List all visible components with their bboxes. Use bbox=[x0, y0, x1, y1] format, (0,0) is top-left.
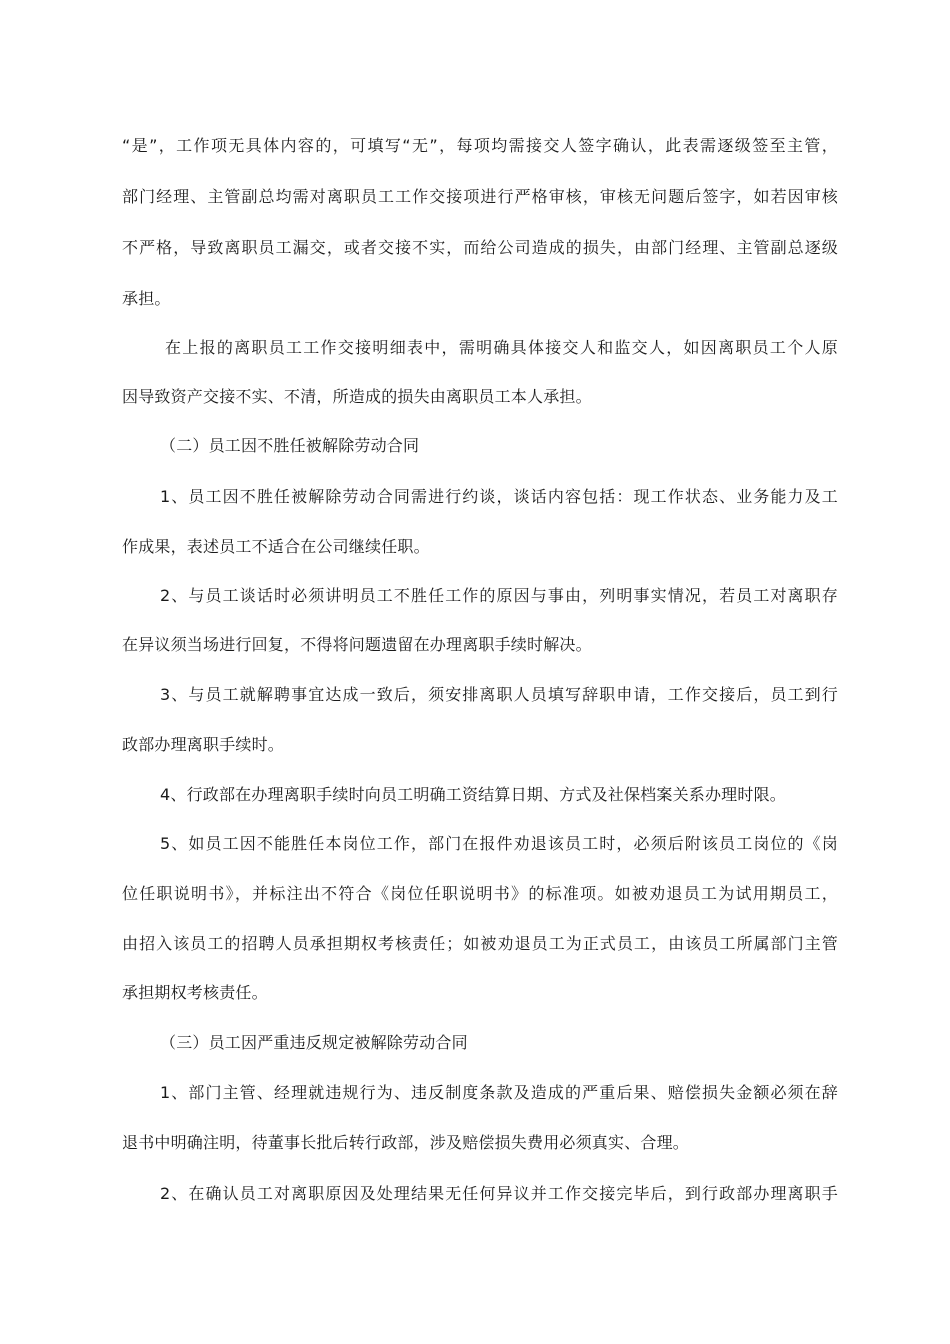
paragraph-line: 3、与员工就解聘事宜达成一致后，须安排离职人员填写辞职申请，工作交接后，员工到行 bbox=[160, 685, 838, 704]
paragraph-line: 由招入该员工的招聘人员承担期权考核责任；如被劝退员工为正式员工，由该员工所属部门主管 bbox=[122, 934, 838, 953]
paragraph-line: 1、部门主管、经理就违规行为、违反制度条款及造成的严重后果、赔偿损失金额必须在辞 bbox=[160, 1083, 838, 1102]
paragraph-line: 因导致资产交接不实、不清，所造成的损失由离职员工本人承担。 bbox=[122, 387, 592, 406]
paragraph-line: 政部办理离职手续时。 bbox=[122, 735, 285, 754]
paragraph-line: 承担。 bbox=[122, 289, 171, 308]
paragraph-line: 不严格，导致离职员工漏交，或者交接不实，而给公司造成的损失，由部门经理、主管副总逐级 bbox=[122, 238, 838, 257]
paragraph-line: 2、在确认员工对离职原因及处理结果无任何异议并工作交接完毕后，到行政部办理离职手 bbox=[160, 1184, 838, 1203]
paragraph-line: 2、与员工谈话时必须讲明员工不胜任工作的原因与事由，列明事实情况，若员工对离职存 bbox=[160, 586, 838, 605]
section-heading: （二）员工因不胜任被解除劳动合同 bbox=[160, 436, 420, 455]
paragraph-line: 作成果，表述员工不适合在公司继续任职。 bbox=[122, 537, 430, 556]
paragraph-line: 退书中明确注明，待董事长批后转行政部，涉及赔偿损失费用必须真实、合理。 bbox=[122, 1133, 690, 1152]
paragraph-line: 在上报的离职员工工作交接明细表中，需明确具体接交人和监交人，如因离职员工个人原 bbox=[165, 338, 838, 357]
paragraph-line: “是”，工作项无具体内容的，可填写“无”，每项均需接交人签字确认，此表需逐级签至主管， bbox=[122, 136, 838, 155]
section-heading: （三）员工因严重违反规定被解除劳动合同 bbox=[160, 1033, 468, 1052]
paragraph-line: 位任职说明书》，并标注出不符合《岗位任职说明书》的标准项。如被劝退员工为试用期员工， bbox=[122, 884, 838, 903]
paragraph-line: 在异议须当场进行回复，不得将问题遗留在办理离职手续时解决。 bbox=[122, 635, 592, 654]
paragraph-line: 承担期权考核责任。 bbox=[122, 983, 268, 1002]
paragraph-line: 部门经理、主管副总均需对离职员工工作交接项进行严格审核，审核无问题后签字，如若因审核 bbox=[122, 187, 838, 206]
paragraph-line: 5、如员工因不能胜任本岗位工作，部门在报件劝退该员工时，必须后附该员工岗位的《岗 bbox=[160, 834, 838, 853]
paragraph-line: 1、员工因不胜任被解除劳动合同需进行约谈，谈话内容包括：现工作状态、业务能力及工 bbox=[160, 487, 838, 506]
paragraph-line: 4、行政部在办理离职手续时向员工明确工资结算日期、方式及社保档案关系办理时限。 bbox=[160, 785, 786, 804]
